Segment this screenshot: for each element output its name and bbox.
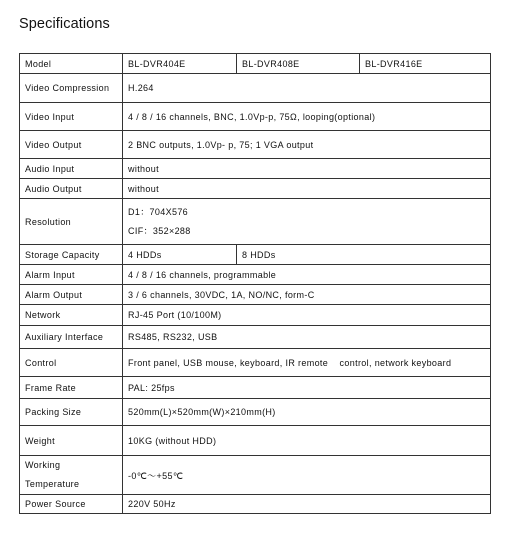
weight-label: Weight <box>20 426 123 456</box>
alarm-input-label: Alarm Input <box>20 265 123 285</box>
specifications-table <box>19 53 491 514</box>
power-source-label: Power Source <box>20 495 123 514</box>
video-input-value: 4 / 8 / 16 channels, BNC, 1.0Vp-p, 75Ω, looping(optional) <box>123 103 491 131</box>
resolution-value <box>123 199 491 245</box>
storage-capacity-label: Storage Capacity <box>20 245 123 265</box>
table-row-video-input <box>20 103 491 131</box>
video-output-label: Video Output <box>20 131 123 159</box>
frame-rate-label: Frame Rate <box>20 377 123 399</box>
weight-value: 10KG (without HDD) <box>123 426 491 456</box>
table-row-video-compression <box>20 74 491 103</box>
table-row-working-temperature <box>20 456 491 495</box>
packing-size-label: Packing Size <box>20 399 123 426</box>
control-label: Control <box>20 349 123 377</box>
audio-output-label: Audio Output <box>20 179 123 199</box>
table-row-resolution <box>20 199 491 245</box>
storage-capacity-value-a: 4 HDDs <box>123 245 237 265</box>
table-row-audio-output <box>20 179 491 199</box>
model-3: BL-DVR416E <box>360 54 491 74</box>
working-temperature-value: -0℃～+55℃ <box>123 456 491 495</box>
working-temperature-label-line-2: Temperature <box>25 479 80 489</box>
video-compression-label: Video Compression <box>20 74 123 103</box>
auxiliary-interface-value: RS485, RS232, USB <box>123 326 491 349</box>
alarm-input-value: 4 / 8 / 16 channels, programmable <box>123 265 491 285</box>
audio-output-value: without <box>123 179 491 199</box>
table-row-alarm-input <box>20 265 491 285</box>
alarm-output-value: 3 / 6 channels, 30VDC, 1A, NO/NC, form-C <box>123 285 491 305</box>
table-row-video-output <box>20 131 491 159</box>
network-value: RJ-45 Port (10/100M) <box>123 305 491 326</box>
packing-size-value: 520mm(L)×520mm(W)×210mm(H) <box>123 399 491 426</box>
table-row-frame-rate <box>20 377 491 399</box>
table-row-model <box>20 54 491 74</box>
model-2: BL-DVR408E <box>237 54 360 74</box>
working-temperature-label <box>20 456 123 495</box>
table-row-audio-input <box>20 159 491 179</box>
table-row-network <box>20 305 491 326</box>
video-output-value: 2 BNC outputs, 1.0Vp- p, 75; 1 VGA output <box>123 131 491 159</box>
alarm-output-label: Alarm Output <box>20 285 123 305</box>
resolution-d1: D1：704X576 <box>128 206 189 217</box>
table-row-power-source <box>20 495 491 514</box>
working-temperature-label-line-1: Working <box>25 460 61 470</box>
table-row-packing-size <box>20 399 491 426</box>
table-row-weight <box>20 426 491 456</box>
video-input-label: Video Input <box>20 103 123 131</box>
resolution-label: Resolution <box>20 199 123 245</box>
resolution-cif: CIF：352×288 <box>128 225 191 236</box>
page-title: Specifications <box>19 16 110 32</box>
audio-input-label: Audio Input <box>20 159 123 179</box>
frame-rate-value: PAL: 25fps <box>123 377 491 399</box>
storage-capacity-value-b: 8 HDDs <box>237 245 491 265</box>
table-row-auxiliary-interface <box>20 326 491 349</box>
control-value: Front panel, USB mouse, keyboard, IR remote control, network keyboard <box>123 349 491 377</box>
network-label: Network <box>20 305 123 326</box>
model-1: BL-DVR404E <box>123 54 237 74</box>
table-row-storage-capacity <box>20 245 491 265</box>
model-label: Model <box>20 54 123 74</box>
audio-input-value: without <box>123 159 491 179</box>
video-compression-value: H.264 <box>123 74 491 103</box>
table-row-control <box>20 349 491 377</box>
power-source-value: 220V 50Hz <box>123 495 491 514</box>
auxiliary-interface-label: Auxiliary Interface <box>20 326 123 349</box>
table-row-alarm-output <box>20 285 491 305</box>
